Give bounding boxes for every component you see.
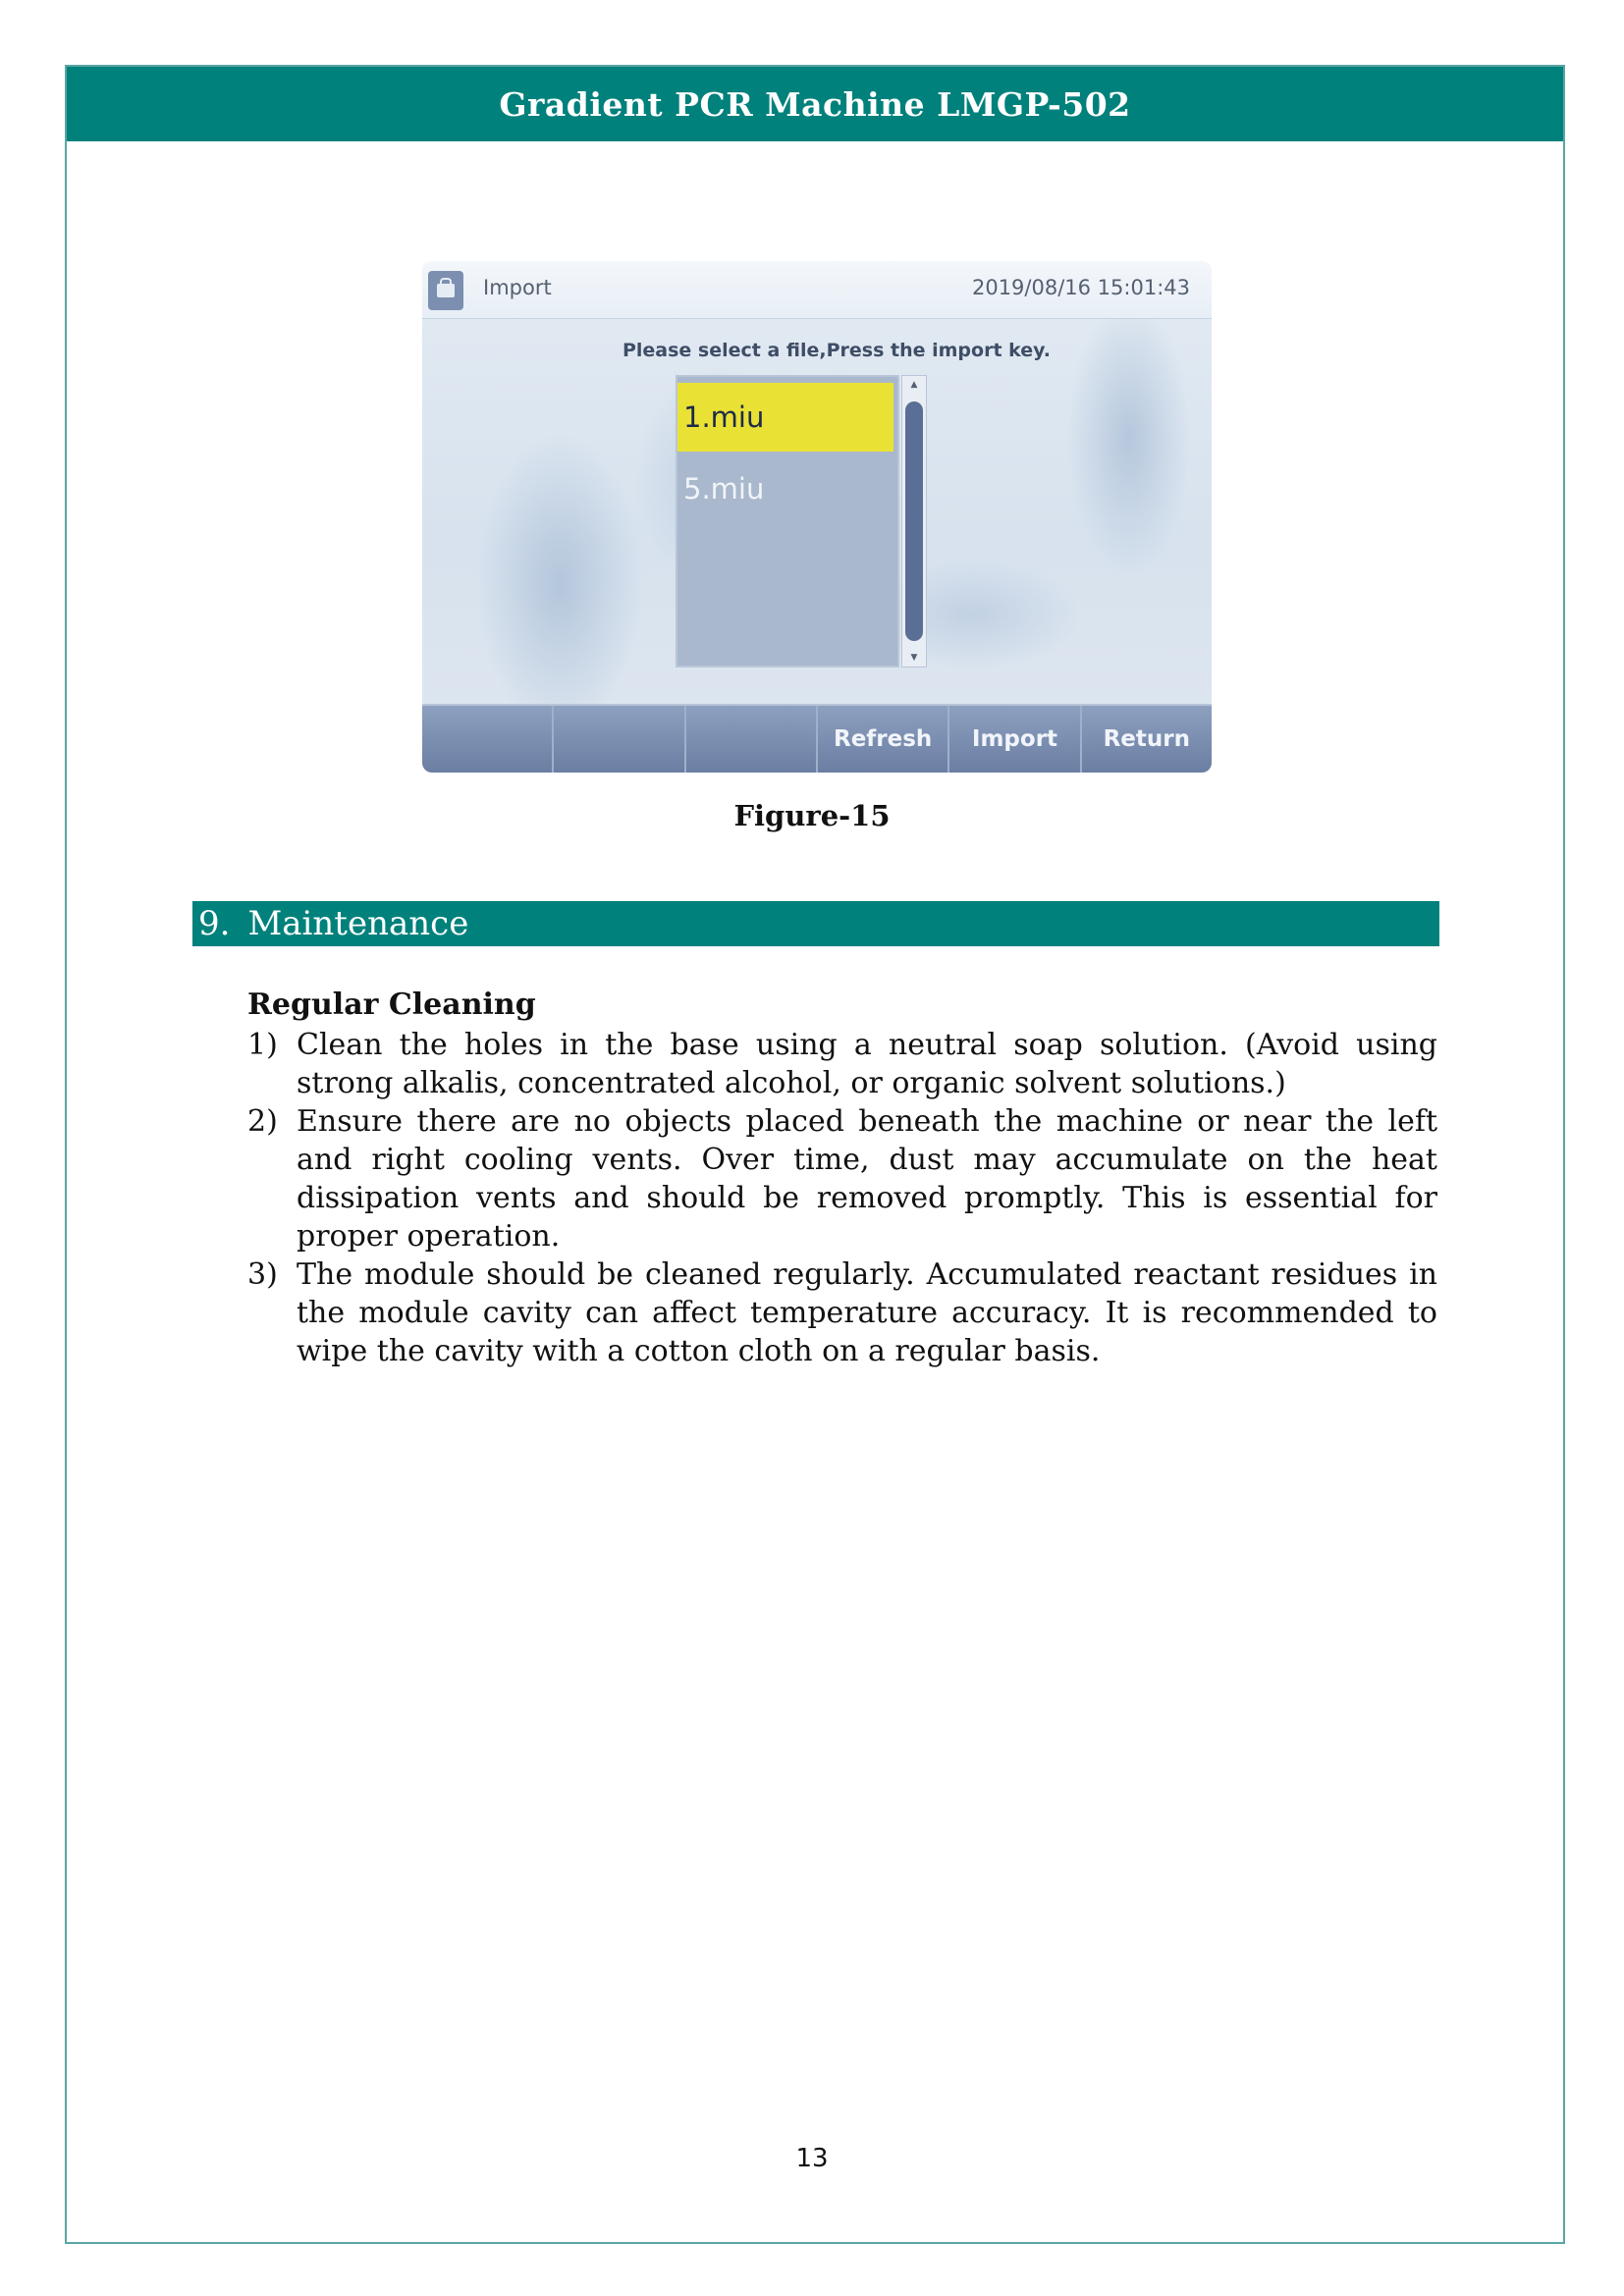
section-title: Maintenance — [247, 904, 469, 943]
scroll-up-arrow-icon[interactable]: ▲ — [910, 380, 918, 390]
device-button-bar — [422, 704, 1212, 773]
subheading: Regular Cleaning — [247, 988, 536, 1022]
device-title-bar — [422, 261, 1212, 319]
device-instruction: Please select a file,Press the import key. — [622, 340, 1052, 361]
file-item-selected[interactable]: 1.miu — [677, 383, 893, 452]
device-screen-title: Import — [483, 276, 552, 299]
refresh-button[interactable]: Refresh — [818, 706, 949, 773]
list-item-text: Ensure there are no objects placed beneath the machine or near the left and right cooling vents. Over time, dust may accumulate on the heat dissipation vents and should be removed promptly. This is essential for proper operation. — [297, 1104, 1437, 1254]
device-screenshot — [422, 261, 1212, 773]
list-item — [247, 1102, 1437, 1255]
list-item-number: 3) — [247, 1257, 278, 1292]
cleaning-list — [247, 1026, 1437, 1370]
page-number: 13 — [795, 2144, 829, 2173]
file-list-scrollbar[interactable] — [901, 375, 927, 667]
figure-caption: Figure-15 — [733, 799, 891, 832]
empty-soft-button-3[interactable] — [686, 706, 818, 773]
file-item[interactable]: 5.miu — [683, 472, 765, 506]
section-heading — [192, 901, 1439, 946]
list-item-text: The module should be cleaned regularly. Accumulated reactant residues in the module cavity can affect temperature accuracy. It is recommended to wipe the cavity with a cotton cloth on a regular basis. — [297, 1257, 1437, 1368]
list-item-number: 2) — [247, 1104, 278, 1139]
scrollbar-thumb[interactable] — [905, 401, 923, 641]
file-list[interactable] — [676, 375, 899, 667]
section-number: 9. — [198, 904, 231, 943]
empty-soft-button-2[interactable] — [554, 706, 685, 773]
home-icon[interactable] — [428, 271, 463, 310]
return-button[interactable]: Return — [1103, 726, 1190, 752]
list-item — [247, 1026, 1437, 1102]
scroll-down-arrow-icon[interactable]: ▼ — [910, 653, 918, 663]
empty-soft-button-1[interactable] — [422, 706, 554, 773]
list-item-text: Clean the holes in the base using a neutral soap solution. (Avoid using strong alkalis, concentrated alcohol, or organic solvent solutions.) — [297, 1028, 1437, 1100]
list-item-number: 1) — [247, 1028, 278, 1062]
import-button[interactable]: Import — [949, 706, 1081, 773]
document-title: Gradient PCR Machine LMGP-502 — [499, 84, 1131, 124]
list-item — [247, 1255, 1437, 1370]
document-header — [67, 67, 1563, 141]
device-datetime: 2019/08/16 15:01:43 — [971, 276, 1190, 299]
